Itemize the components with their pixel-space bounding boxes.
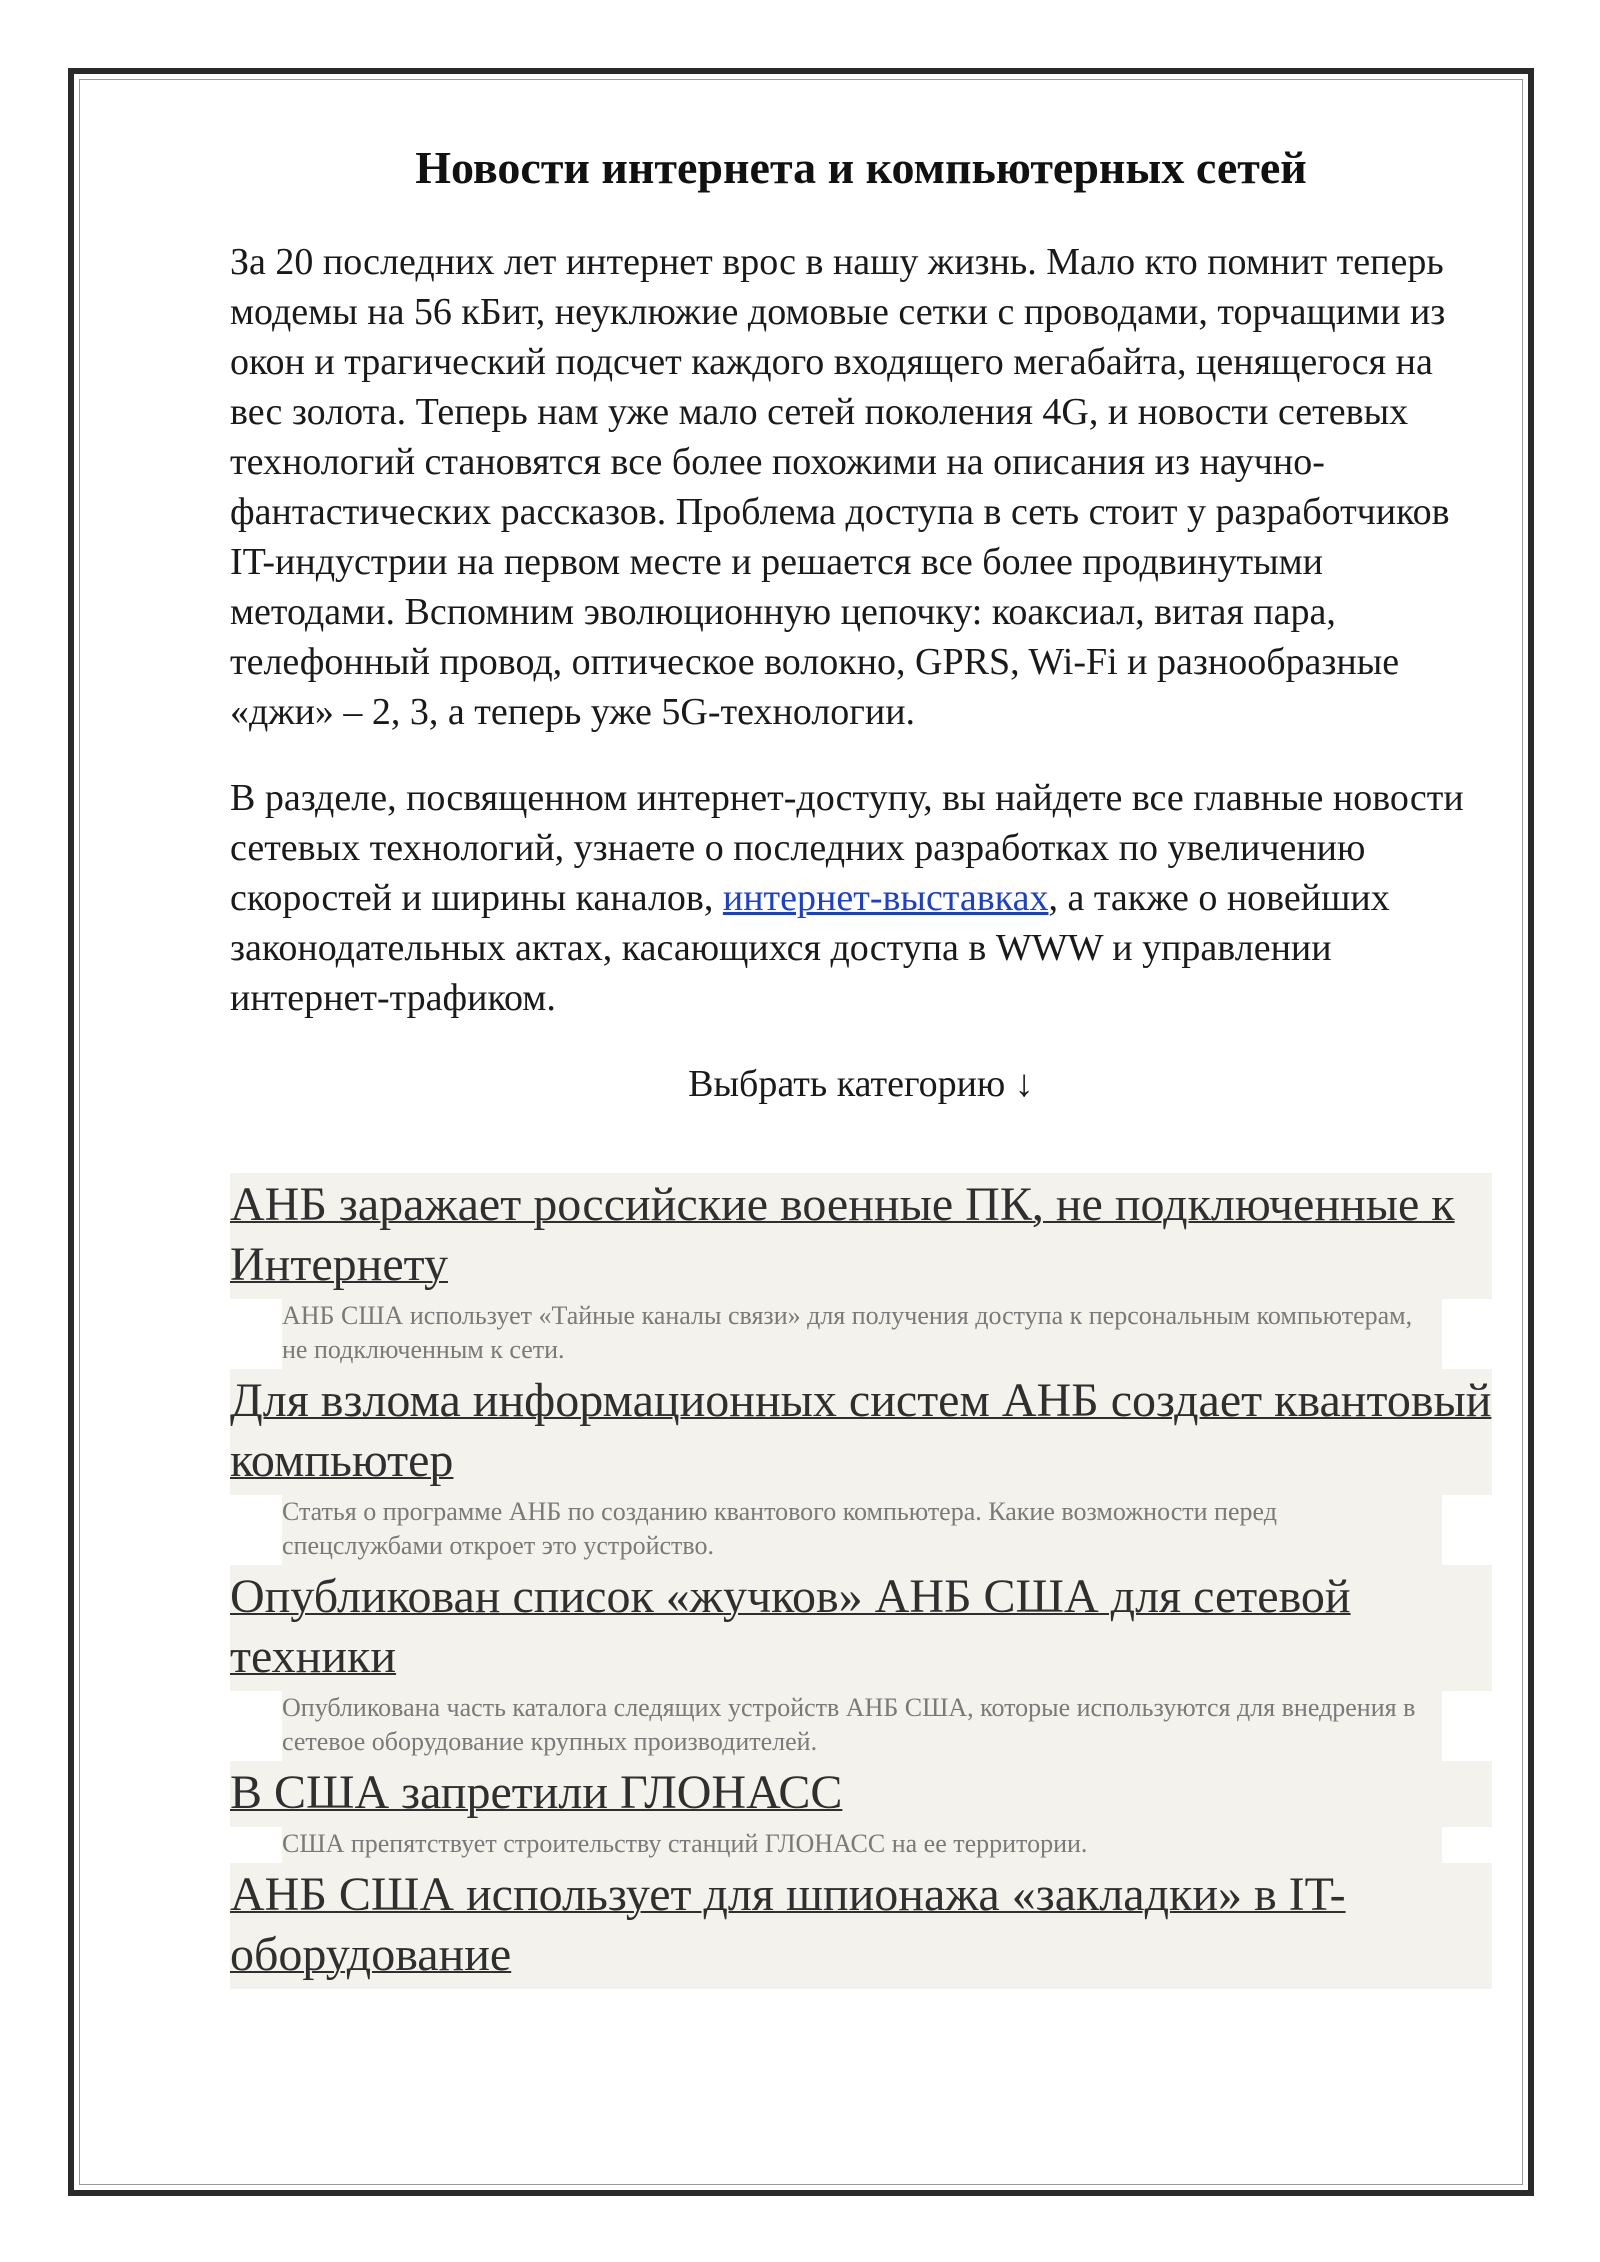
- category-selector[interactable]: Выбрать категорию ↓: [688, 1063, 1034, 1106]
- news-list: [230, 1173, 1492, 1989]
- news-title-link[interactable]: Опубликован список «жучков» АНБ США для сетевой техники: [230, 1565, 1492, 1691]
- intro-paragraph-2: [230, 773, 1492, 1023]
- intro-paragraph-2-start: В разделе, посвященном интернет-доступу, вы найдете все главные новости сетевых технологий, узнаете о последних разработках по увеличению скоростей и ширины каналов,: [230, 777, 1464, 920]
- intro-paragraph-1: За 20 последних лет интернет врос в нашу жизнь. Мало кто помнит теперь модемы на 56 кБит, неуклюжие домовые сетки с проводами, торчащими из окон и трагический подсчет каждого входящего мегабайта, ценящегося на вес золота. Теперь нам уже мало сетей поколения 4G, и новости сетевых технологий становятся все более похожими на описания из научно-фантастических рассказов. Проблема доступа в сеть стоит у разработчиков IT-индустрии на первом месте и решается все более продвинутыми методами. Вспомним эволюционную цепочку: коаксиал, витая пара, телефонный провод, оптическое волокно, GPRS, Wi-Fi и разнообразные «джи» – 2, 3, а теперь уже 5G-технологии.: [230, 241, 1450, 734]
- news-description: АНБ США использует «Тайные каналы связи» для получения доступа к персональным компьютерам, не подключенным к сети.: [282, 1299, 1442, 1369]
- news-description: Опубликована часть каталога следящих устройств АНБ США, которые используются для внедрения в сетевое оборудование крупных производителей.: [282, 1691, 1442, 1761]
- news-title-link[interactable]: В США запретили ГЛОНАСС: [230, 1761, 1492, 1827]
- news-item: [230, 1863, 1492, 1989]
- news-item: [230, 1369, 1492, 1565]
- news-item: [230, 1761, 1492, 1863]
- news-title-link[interactable]: АНБ США использует для шпионажа «закладки» в IT-оборудование: [230, 1863, 1492, 1989]
- news-title-link[interactable]: АНБ заражает российские военные ПК, не подключенные к Интернету: [230, 1173, 1492, 1299]
- news-title-link[interactable]: Для взлома информационных систем АНБ создает квантовый компьютер: [230, 1369, 1492, 1495]
- news-description: Статья о программе АНБ по созданию квантового компьютера. Какие возможности перед спецслужбами откроет это устройство.: [282, 1495, 1442, 1565]
- intro-paragraph-2-end: , а также о новейших законодательных актах, касающихся доступа в WWW и управлении интернет-трафиком.: [230, 877, 1390, 1020]
- news-item: [230, 1173, 1492, 1369]
- page-title: Новости интернета и компьютерных сетей: [415, 142, 1307, 193]
- news-item: [230, 1565, 1492, 1761]
- document-body: [230, 140, 1492, 1989]
- news-description: США препятствует строительству станций ГЛОНАСС на ее территории.: [282, 1827, 1442, 1863]
- exhibitions-link[interactable]: интернет-выставках: [722, 877, 1049, 920]
